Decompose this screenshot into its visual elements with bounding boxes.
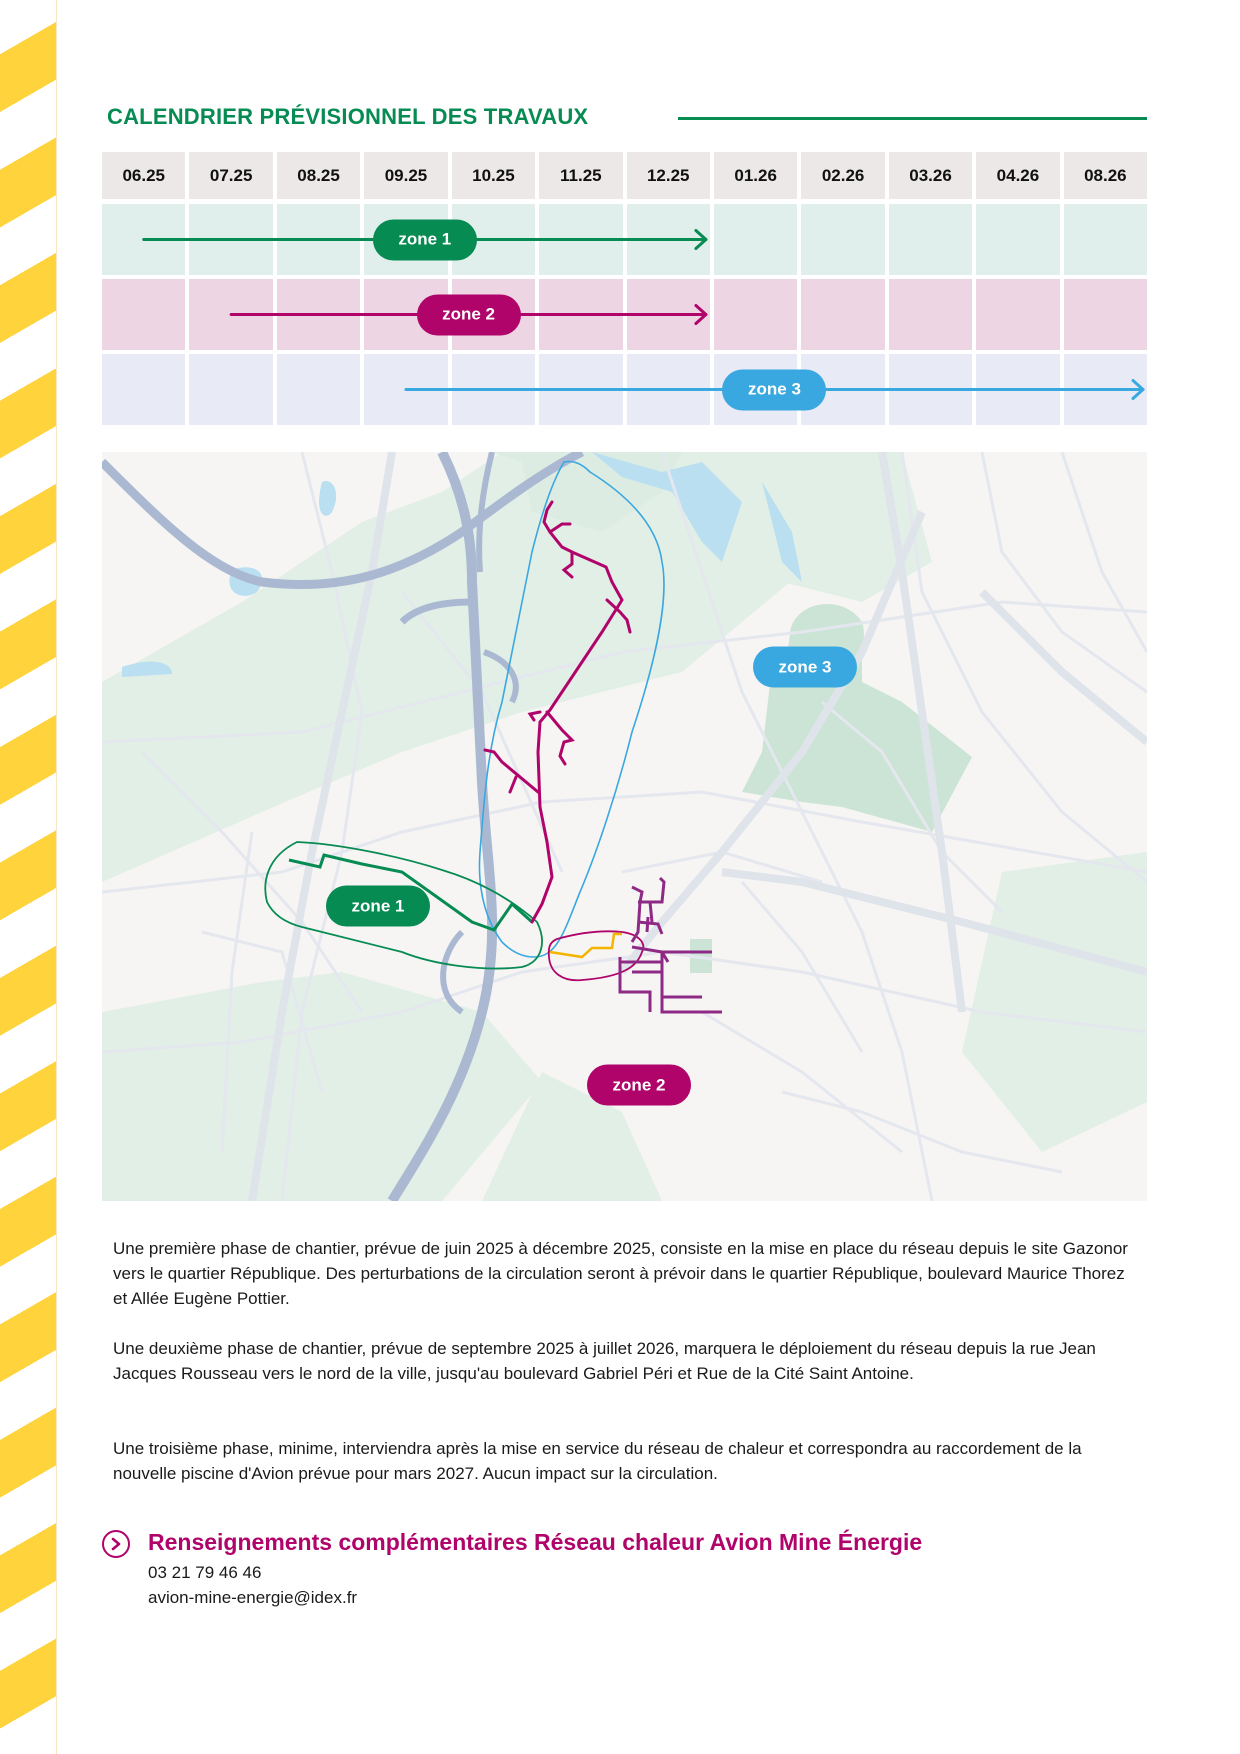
timeline-cell — [976, 279, 1059, 350]
timeline-cell — [452, 354, 535, 425]
phase3-paragraph: Une troisième phase, minime, interviendra après la mise en service du réseau de chaleur et correspondra au raccordement de la nouvelle piscine d'Avion prévue pour mars 2027. Aucun impact sur la circulation. — [113, 1439, 1082, 1483]
map-zone3-label: zone 3 — [753, 647, 857, 688]
month-header: 03.26 — [889, 152, 972, 199]
timeline-cell — [889, 354, 972, 425]
timeline-cell — [889, 279, 972, 350]
park-area — [962, 852, 1147, 1152]
timeline-cell — [627, 279, 710, 350]
title-divider — [678, 117, 1147, 120]
timeline-cell — [364, 354, 447, 425]
timeline-cell — [102, 279, 185, 350]
month-header: 02.26 — [801, 152, 884, 199]
timeline-row-zone1 — [102, 204, 1147, 275]
month-header: 07.25 — [189, 152, 272, 199]
contact-email[interactable]: avion-mine-energie@idex.fr — [148, 1588, 358, 1607]
map-zone2-label: zone 2 — [587, 1065, 691, 1106]
timeline-cell — [189, 279, 272, 350]
timeline-cell — [889, 204, 972, 275]
timeline-header-row — [102, 152, 1147, 199]
timeline-cell — [976, 354, 1059, 425]
contact-title: Renseignements complémentaires Réseau chaleur Avion Mine Énergie — [148, 1529, 923, 1555]
timeline-cell — [801, 204, 884, 275]
timeline-zone3-pill: zone 3 — [722, 369, 826, 410]
timeline-cell — [102, 354, 185, 425]
section-title: CALENDRIER PRÉVISIONNEL DES TRAVAUX — [107, 104, 589, 129]
month-header: 12.25 — [627, 152, 710, 199]
month-header: 08.26 — [1064, 152, 1147, 199]
timeline-row-zone2 — [102, 279, 1147, 350]
month-header: 11.25 — [539, 152, 622, 199]
timeline-cell — [102, 204, 185, 275]
month-header: 04.26 — [976, 152, 1059, 199]
timeline-cell — [801, 279, 884, 350]
timeline-cell — [714, 279, 797, 350]
timeline-cell — [976, 204, 1059, 275]
timeline-cell — [714, 204, 797, 275]
timeline-cell — [277, 279, 360, 350]
timeline-cell — [539, 279, 622, 350]
park-area — [102, 972, 542, 1201]
timeline-cell — [277, 354, 360, 425]
timeline-zone1-pill: zone 1 — [373, 219, 477, 260]
month-header: 10.25 — [452, 152, 535, 199]
month-header: 08.25 — [277, 152, 360, 199]
timeline-cell — [1064, 354, 1147, 425]
chevron-right-circle-icon — [102, 1530, 130, 1558]
map-zone1-label: zone 1 — [326, 886, 430, 927]
month-header: 09.25 — [364, 152, 447, 199]
month-header: 06.25 — [102, 152, 185, 199]
hazard-stripe-border — [0, 0, 57, 1754]
timeline-cell — [277, 204, 360, 275]
timeline-row-zone3 — [102, 354, 1147, 425]
contact-phone[interactable]: 03 21 79 46 46 — [148, 1563, 262, 1582]
timeline-cell — [189, 204, 272, 275]
water-body — [319, 481, 336, 516]
works-timeline — [102, 152, 1147, 428]
timeline-cell — [539, 204, 622, 275]
timeline-cell — [1064, 204, 1147, 275]
phase2-paragraph: Une deuxième phase de chantier, prévue de septembre 2025 à juillet 2026, marquera le déploiement du réseau depuis la rue Jean Jacques Rousseau vers le nord de la ville, jusqu'au boulevard Gabriel Péri et Rue de la Cité Saint Antoine. — [113, 1339, 1096, 1383]
timeline-cell — [189, 354, 272, 425]
timeline-cell — [1064, 279, 1147, 350]
month-header: 01.26 — [714, 152, 797, 199]
network-map[interactable] — [102, 452, 1147, 1201]
timeline-cell — [539, 354, 622, 425]
timeline-cell — [627, 204, 710, 275]
timeline-cell — [627, 354, 710, 425]
timeline-zone2-pill: zone 2 — [417, 294, 521, 335]
phase1-paragraph: Une première phase de chantier, prévue de juin 2025 à décembre 2025, consiste en la mise en place du réseau depuis le site Gazonor vers le quartier République. Des perturbations de la circulation seront à prévoir dans le quartier République, boulevard Maurice Thorez et Allée Eugène Pottier. — [113, 1239, 1128, 1308]
